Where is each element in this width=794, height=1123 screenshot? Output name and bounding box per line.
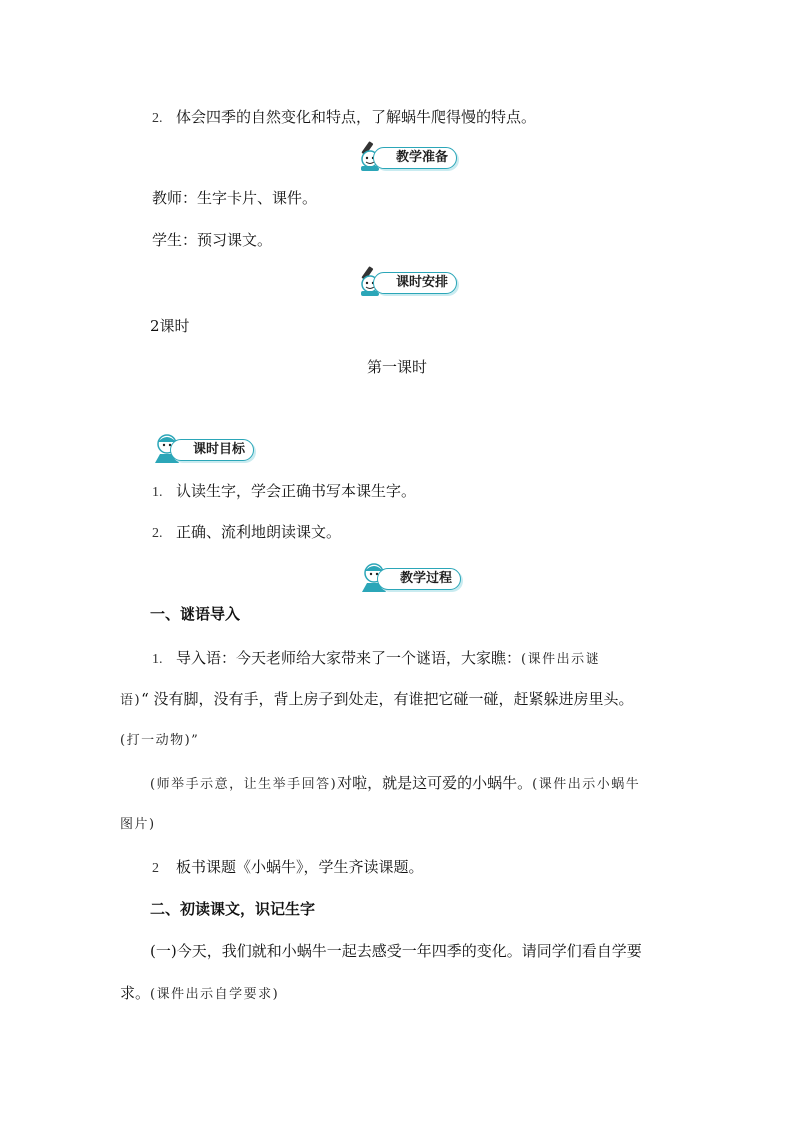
objective-item-2: [152, 522, 341, 544]
teacher-prep: 教师：生字卡片、课件。: [152, 189, 318, 207]
badge-class-schedule-label: 课时安排: [373, 272, 457, 294]
goal-item-2-number: 2.: [152, 111, 163, 126]
paragraph-4-line-1: (一)今天，我们就和小蜗牛一起去感受一年四季的变化。请同学们看自学要: [150, 942, 642, 960]
objective-item-2-text: 正确、流利地朗读课文。: [176, 523, 342, 541]
riddle-text: “ 没有脚，没有手，背上房子到处走，有谁把它碰一碰，赶紧躲进房里头。: [141, 690, 634, 708]
paragraph-1-note-cont: 语): [120, 693, 142, 708]
objective-item-1: [152, 481, 416, 503]
paragraph-1-note: (课件出示谜: [521, 652, 601, 667]
section-heading-1: 一、谜语导入: [150, 605, 241, 623]
paragraph-3-text: 板书课题《小蜗牛》，学生齐读课题。: [176, 858, 424, 876]
paragraph-1-line-2: [120, 689, 634, 711]
objective-item-1-text: 认读生字，学会正确书写本课生字。: [176, 482, 417, 500]
paragraph-1-line-3: (打一动物)”: [120, 733, 200, 748]
badge-teaching-prep-label: 教学准备: [373, 147, 457, 169]
class-hours: 2课时: [150, 317, 190, 335]
paragraph-4-line-2: [120, 983, 279, 1005]
badge-teaching-process-label: 教学过程: [377, 568, 461, 590]
section-heading-2: 二、初读课文，识记生字: [150, 900, 316, 918]
paragraph-1-line-1: [152, 648, 600, 670]
objective-item-2-number: 2.: [152, 526, 163, 541]
goal-item-2: [152, 107, 536, 129]
student-prep: 学生：预习课文。: [152, 231, 273, 249]
paragraph-1-text: 导入语：今天老师给大家带来了一个谜语，大家瞧：: [176, 649, 522, 667]
paragraph-4-text: 求。: [120, 984, 151, 1002]
lesson-title: 第一课时: [366, 358, 427, 376]
badge-lesson-objectives-label: 课时目标: [170, 439, 254, 461]
paragraph-2-note-b: (课件出示小蜗牛: [532, 777, 641, 792]
paragraph-2-note-a: (师举手示意，让生举手回答): [150, 777, 338, 792]
paragraph-2-line-2: 图片): [120, 817, 156, 832]
paragraph-4-note: (课件出示自学要求): [150, 987, 280, 1002]
paragraph-2-line-1: [150, 773, 640, 795]
objective-item-1-number: 1.: [152, 485, 163, 500]
paragraph-3: [152, 857, 424, 879]
paragraph-1-number: 1.: [152, 652, 163, 667]
paragraph-2-text: 对啦，就是这可爱的小蜗牛。: [337, 774, 533, 792]
paragraph-3-number: 2: [152, 861, 159, 876]
goal-item-2-text: 体会四季的自然变化和特点，了解蜗牛爬得慢的特点。: [176, 108, 537, 126]
